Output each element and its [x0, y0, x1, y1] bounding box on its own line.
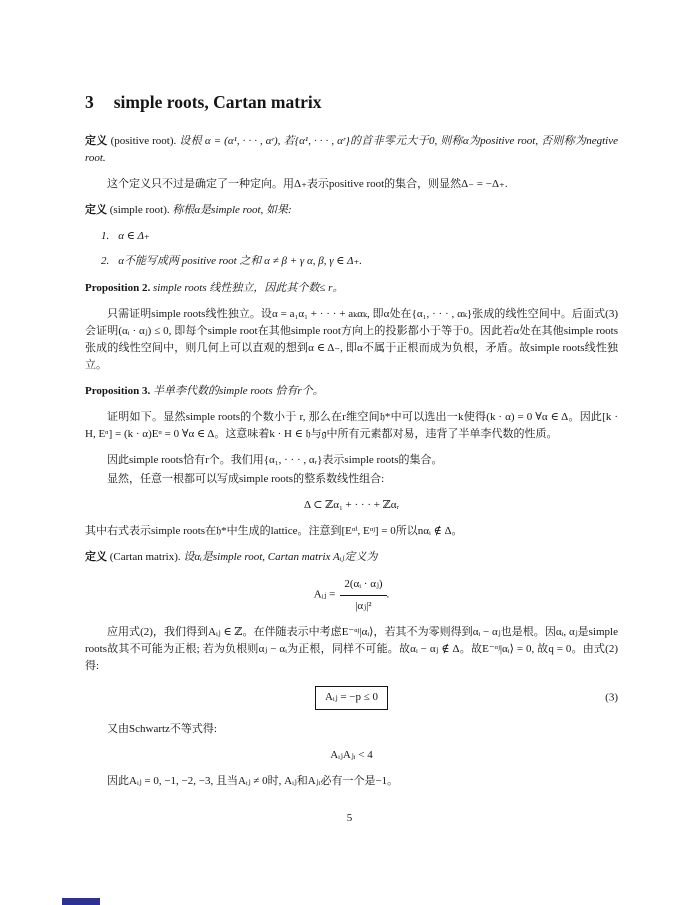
page-content: [85, 92, 618, 799]
definition-cartan-matrix: [85, 549, 618, 566]
definition-label: (Cartan matrix).: [107, 551, 181, 563]
definition-body: 称根α是simple root, 如果:: [172, 204, 292, 216]
equation-3-row: [85, 686, 618, 710]
list-item-text: α ∈ Δ₊: [118, 230, 150, 242]
bottom-edge-artifact: [62, 898, 100, 905]
paragraph-schwartz: 又由Schwartz不等式得:: [107, 723, 217, 735]
definition-body: 设根 α = (α¹, · · · , αʳ), 若{α¹, · · · , αʳ}的首非零元大于0, 则称α为positive root, 否则称为negtive root.: [85, 135, 618, 164]
section-number: 3: [85, 92, 94, 112]
section-heading: [85, 92, 618, 113]
definition-simple-root: [85, 202, 618, 219]
list-item: [101, 228, 618, 245]
paragraph-exactly-r: 因此simple roots恰有r个。我们用{α₁, · · · , αᵣ}表示simple roots的集合。: [107, 454, 443, 466]
list-item-marker: 2.: [101, 255, 110, 267]
definition-body: 设αᵢ是simple root, Cartan matrix Aᵢⱼ定义为: [183, 551, 378, 563]
simple-root-conditions-list: [101, 228, 618, 270]
equation-lattice: Δ ⊂ ℤα₁ + · · · + ℤαᵣ: [303, 499, 400, 511]
fraction-numerator: 2(αᵢ · αⱼ): [340, 575, 386, 596]
definition-keyword: 定义: [85, 551, 107, 563]
definition-label: (simple root).: [107, 204, 170, 216]
definition-keyword: 定义: [85, 204, 107, 216]
paragraph-integer-combo: 显然，任意一根都可以写成simple roots的整系数线性组合:: [107, 473, 385, 485]
proposition-body: 半单李代数的simple roots 恰有r个。: [152, 385, 324, 397]
fraction-denominator: |αⱼ|²: [355, 600, 372, 612]
proposition-keyword: Proposition 3.: [85, 385, 151, 397]
proposition-body: simple roots 线性独立，因此其个数≤ r。: [152, 282, 344, 294]
equation-suffix: .: [386, 588, 390, 601]
list-item-text: α不能写成两 positive root 之和 α ≠ β + γ α, β, γ ∈ Δ₊.: [118, 255, 363, 267]
boxed-equation: Aᵢⱼ = −p ≤ 0: [315, 686, 388, 710]
definition-positive-root: [85, 133, 618, 167]
equation-cartan-matrix: [85, 575, 618, 615]
paragraph-adjoint: 应用式(2)，我们得到Aᵢⱼ ∈ ℤ。在伴随表示中考虑E⁻ᵅʲ|αᵢ⟩，若其不为零则得到αᵢ − αⱼ也是根。因αᵢ, αⱼ是simple roots故其不可能为正根; 若为负根则αⱼ − αᵢ为正根，同样不可能。故αᵢ − αⱼ ∉ Δ。故E⁻ᵅʲ|αᵢ⟩ = 0, 故q = 0。由式(2)得:: [85, 626, 618, 672]
proposition-3: [85, 383, 618, 400]
paragraph-lattice: 其中右式表示simple roots在𝔥*中生成的lattice。注意到[Eᵅⁱ, Eᵅʲ] = 0所以nαᵢ ∉ Δ。: [85, 525, 463, 537]
list-item: [101, 253, 618, 270]
section-title: simple roots, Cartan matrix: [113, 92, 322, 112]
paragraph-conclusion: 因此Aᵢⱼ = 0, −1, −2, −3, 且当Aᵢⱼ ≠ 0时, Aᵢⱼ和Aⱼᵢ必有一个是−1。: [107, 775, 399, 787]
page-number: 5: [346, 812, 353, 824]
paragraph-orientation: 这个定义只不过是确定了一种定向。用Δ₊表示positive root的集合，则显然Δ₋ = −Δ₊.: [107, 178, 508, 190]
definition-keyword: 定义: [85, 135, 108, 147]
definition-label: (positive root).: [107, 135, 177, 147]
equation-fraction: [340, 575, 386, 615]
equation-lhs: Aᵢⱼ =: [313, 588, 336, 601]
paragraph-prop2-proof: 只需证明simple roots线性独立。设α = a₁α₁ + · · · + aₖαₖ, 即α处在{α₁, · · · , αₖ}张成的线性空间中。后面式(3)会证明(αᵢ · αⱼ) ≤ 0, 即每个simple root在其他simple root方向上的投影都小于等于0。因此若α处在其他simple roots张成的线性空间中，则几何上可以直观的想到α ∈ Δ₋, 即α不属于正根而成为负根，矛盾。故simple roots线性独立。: [85, 308, 618, 371]
equation-schwartz: AᵢⱼAⱼᵢ < 4: [330, 749, 373, 761]
list-item-marker: 1.: [101, 230, 110, 242]
proposition-keyword: Proposition 2.: [85, 282, 151, 294]
paragraph-prop3-proof: 证明如下。显然simple roots的个数小于 r, 那么在r维空间𝔥*中可以选出一k使得(k · α) = 0 ∀α ∈ Δ。因此[k · H, Eᵅ] = (k · α)Eᵅ = 0 ∀α ∈ Δ。这意味着k · H ∈ 𝔥与𝔤中所有元素都对易，违背了半单李代数的性质。: [85, 411, 618, 440]
equation-tag: (3): [605, 691, 618, 704]
proposition-2: [85, 280, 618, 297]
